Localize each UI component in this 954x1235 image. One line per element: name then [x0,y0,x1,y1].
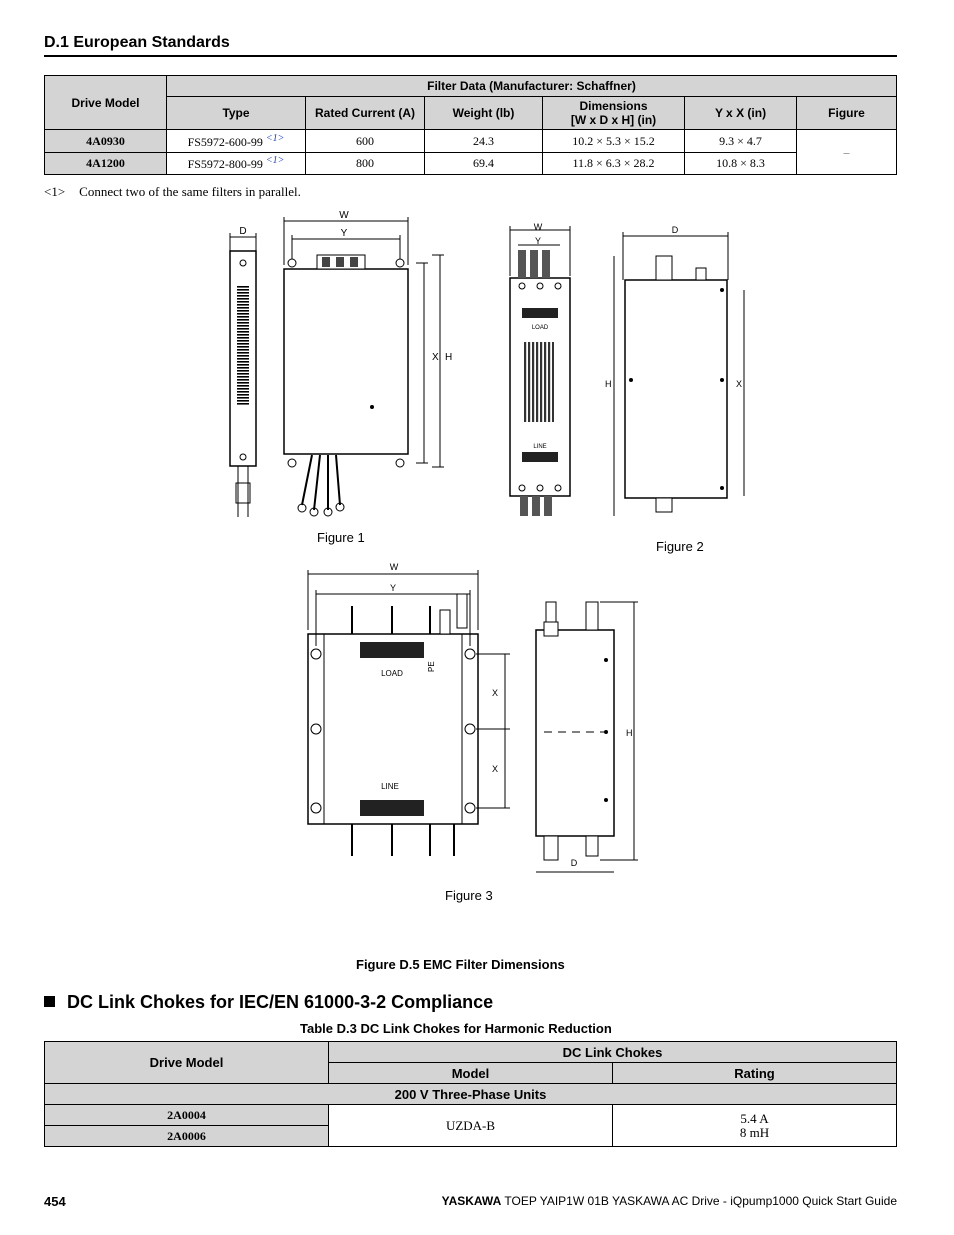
col-type: Type [167,97,306,130]
col-dimensions-line1: Dimensions [579,99,648,113]
figure-2-drawing [500,220,760,525]
subsection-heading-text: DC Link Chokes for IEC/EN 61000-3-2 Compliance [67,992,494,1012]
figure-1-drawing [220,205,460,530]
footer-brand: YASKAWA [441,1194,502,1208]
row-yx: 10.8 × 8.3 [685,153,797,175]
table-row [45,153,897,175]
row-model: 4A1200 [45,153,167,175]
col-dimensions-line2: [W x D x H] (in) [570,113,657,127]
row-rating [613,1105,897,1147]
filter-data-table [44,75,897,175]
table-caption: Table D.3 DC Link Chokes for Harmonic Reduction [300,1021,612,1036]
footnote-text: Connect two of the same filters in parallel. [79,184,301,199]
fig2-label-d: D [671,225,679,235]
fig3-label-x2: X [492,764,499,774]
rating-current: 5.4 A [740,1110,769,1126]
square-bullet-icon [44,996,55,1007]
row-type-text: FS5972-600-99 [187,134,263,149]
row-choke-model: UZDA-B [329,1105,613,1147]
row-drive-model: 2A0006 [45,1126,329,1147]
col-rating: Rating [613,1063,897,1084]
fig1-label-w: W [339,210,349,221]
row-current: 800 [306,153,425,175]
col-figure: Figure [797,97,897,130]
fig2-label-x: X [736,379,743,389]
page-number: 454 [44,1194,66,1209]
figure-2-caption: Figure 2 [656,539,704,554]
fig1-label-x: X [432,352,439,363]
row-dims: 10.2 × 5.3 × 15.2 [543,130,685,153]
row-figure: – [797,130,897,175]
row-type [167,153,306,175]
row-weight: 24.3 [425,130,543,153]
footnote-link[interactable]: <1> [265,132,285,144]
fig3-label-d: D [570,858,578,868]
fig1-label-y: Y [340,228,348,239]
row-type-text: FS5972-800-99 [187,157,263,171]
rating-inductance: 8 mH [739,1124,770,1140]
fig1-label-h: H [445,352,453,363]
row-drive-model: 2A0004 [45,1105,329,1126]
subsection-heading [44,992,493,1013]
voltage-class-row: 200 V Three-Phase Units [45,1084,897,1105]
fig3-label-pe: PE [427,661,436,672]
figure-3-drawing [300,560,650,880]
fig2-label-y: Y [534,236,542,246]
fig2-label-line: LINE [533,444,547,450]
figure-1-caption: Figure 1 [317,530,365,545]
footnote-tag: <1> [44,184,66,199]
col-dimensions [543,97,685,130]
footnote [44,184,301,200]
drive-model-header: Drive Model [45,1042,329,1084]
filter-group-header: Filter Data (Manufacturer: Schaffner) [167,76,897,97]
footer-text: TOEP YAIP1W 01B YASKAWA AC Drive - iQpump1000 Quick Start Guide [504,1194,897,1208]
fig2-label-w: W [533,222,543,232]
fig2-label-load: LOAD [531,325,549,331]
figure-3-caption: Figure 3 [445,888,493,903]
fig3-label-w: W [389,562,399,572]
col-current: Rated Current (A) [306,97,425,130]
fig3-label-load: LOAD [381,669,403,678]
row-model: 4A0930 [45,130,167,153]
fig3-label-x1: X [492,688,499,698]
figure-caption: Figure D.5 EMC Filter Dimensions [356,957,565,972]
footnote-link[interactable]: <1> [265,155,285,166]
page-footer [442,1194,897,1208]
fig3-label-y: Y [389,583,397,593]
chokes-group-header: DC Link Chokes [329,1042,897,1063]
row-yx: 9.3 × 4.7 [685,130,797,153]
row-weight: 69.4 [425,153,543,175]
header-rule [44,55,897,57]
fig3-label-h: H [626,728,633,738]
row-current: 600 [306,130,425,153]
table-row [45,1105,897,1126]
drive-model-header: Drive Model [45,76,167,130]
col-model: Model [329,1063,613,1084]
fig3-label-line: LINE [381,782,399,791]
dc-link-chokes-table [44,1041,897,1147]
row-type [167,130,306,153]
fig1-label-d: D [239,226,247,237]
section-title: D.1 European Standards [44,34,230,51]
table-row [45,130,897,153]
col-weight: Weight (lb) [425,97,543,130]
col-yx: Y x X (in) [685,97,797,130]
fig2-label-h: H [605,379,612,389]
row-dims: 11.8 × 6.3 × 28.2 [543,153,685,175]
